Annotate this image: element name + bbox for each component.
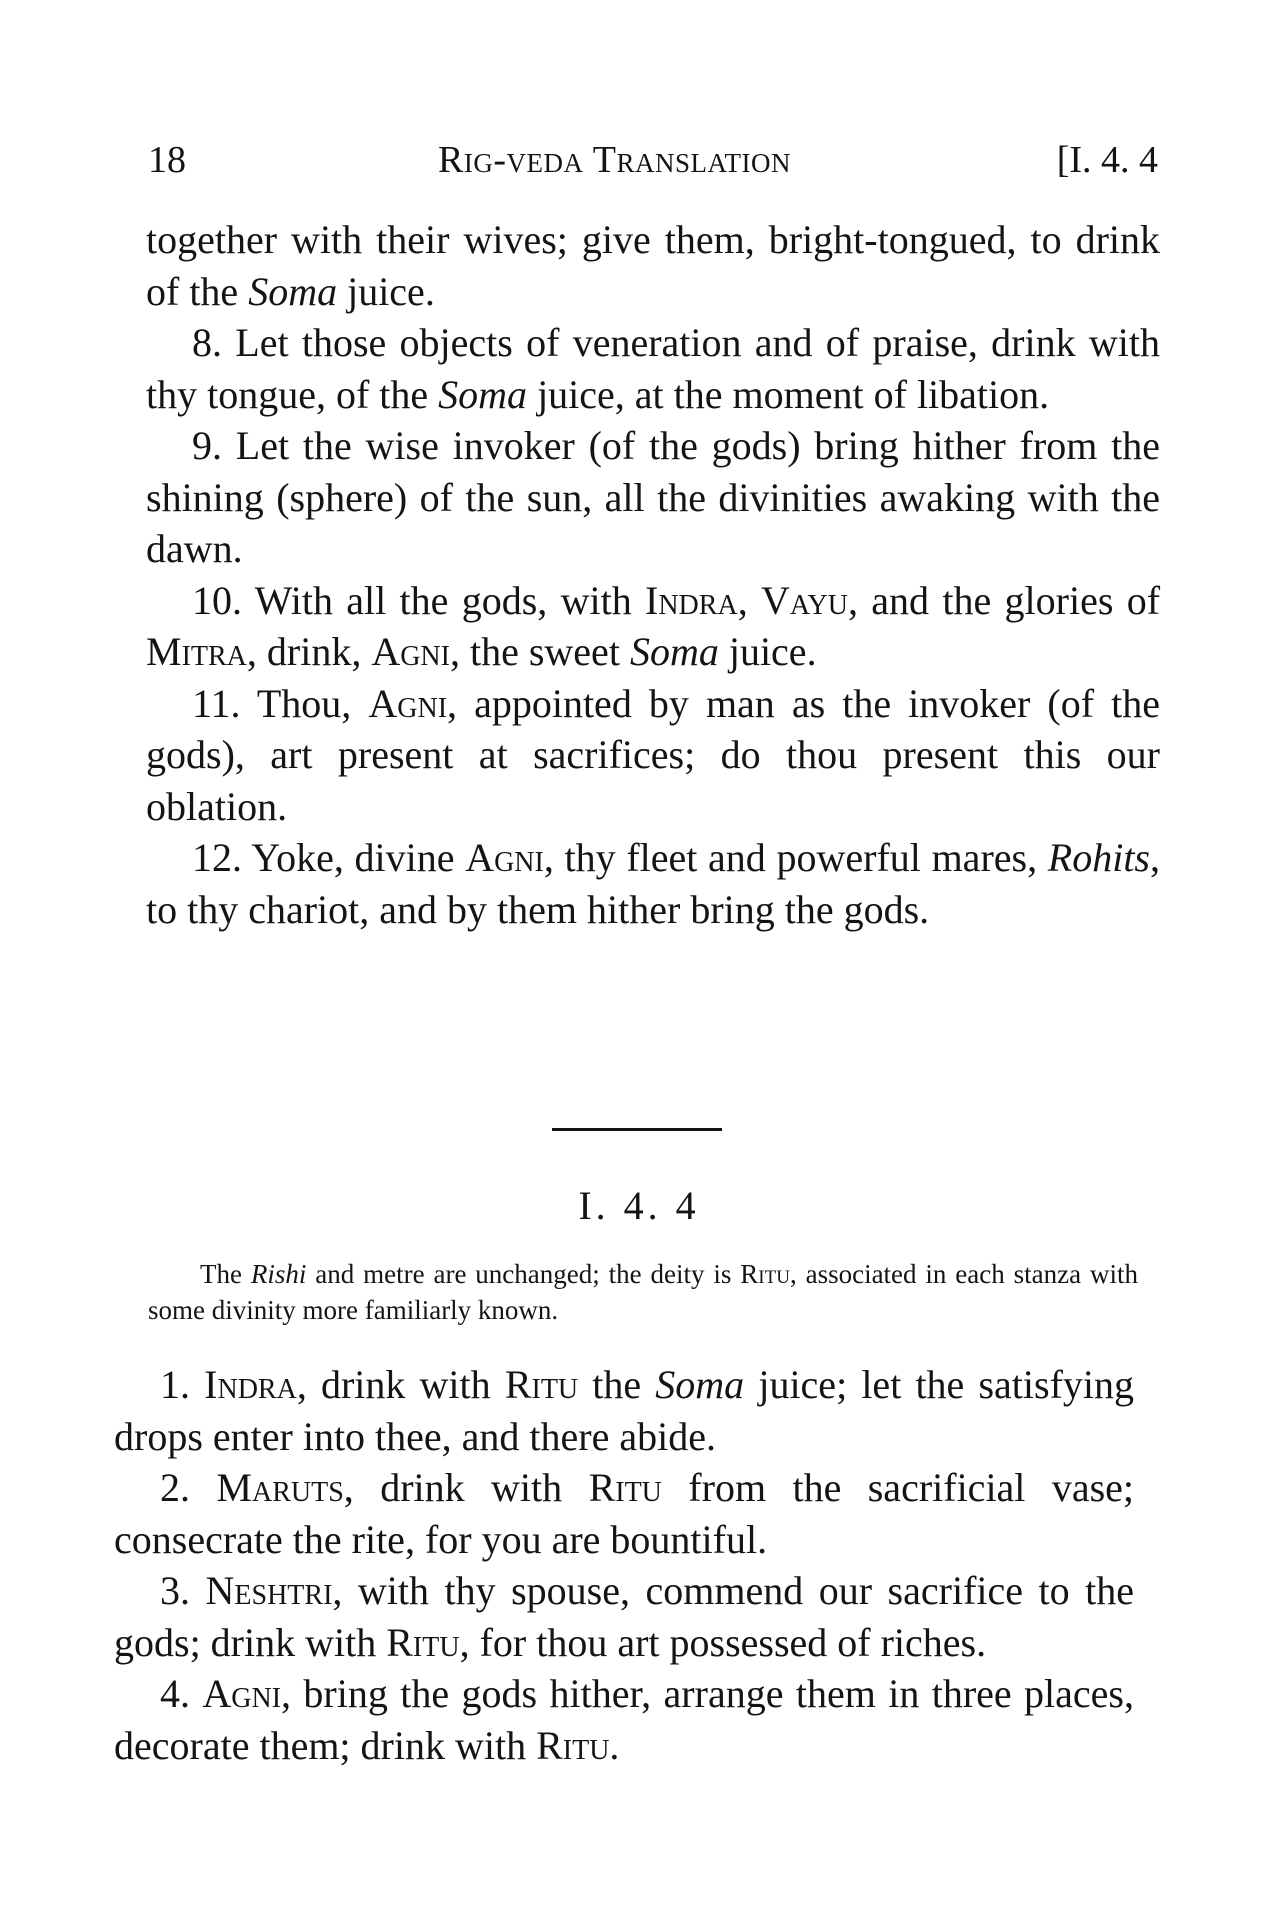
- verse-1: 1. Indra, drink with Ritu the Soma juice; let the satisfying drops enter into thee, and there abide.: [114, 1362, 1135, 1459]
- verse-11: 11. Thou, Agni, appointed by man as the invoker (of the gods), art present at sacrifices; do thou present this our oblation.: [146, 680, 1160, 829]
- verse-3: 3. Neshtri, with thy spouse, commend our sacrifice to the gods; drink with Ritu, for thou art possessed of riches.: [114, 1568, 1134, 1665]
- verse-9: 9. Let the wise invoker (of the gods) bring hither from the shining (sphere) of the sun, all the divinities awaking with the dawn.: [146, 423, 1160, 571]
- running-header: [148, 138, 1158, 188]
- new-hymn-text: [114, 1359, 1134, 1771]
- note-paragraph: The Rishi and metre are unchanged; the deity is Ritu, associated in each stanza with some divinity more familiarly known.: [148, 1259, 1138, 1325]
- running-title: Rig-veda Translation: [438, 139, 792, 181]
- section-reference: [I. 4. 4: [1056, 139, 1158, 181]
- verse-12: 12. Yoke, divine Agni, thy fleet and powerful mares, Rohits, to thy chariot, and by them hither bring the gods.: [146, 835, 1160, 932]
- verse-8: 8. Let those objects of veneration and of praise, drink with thy tongue, of the Soma juice, at the moment of libation.: [146, 320, 1160, 417]
- verse-2: 2. Maruts, drink with Ritu from the sacrificial vase; consecrate the rite, for you are bountiful.: [114, 1465, 1135, 1562]
- continuation-paragraph: together with their wives; give them, bright-tongued, to drink of the Soma juice.: [146, 217, 1160, 314]
- hymn-heading: I. 4. 4: [578, 1183, 700, 1228]
- hymn-introduction-note: [148, 1256, 1138, 1328]
- verse-10: 10. With all the gods, with Indra, Vayu, and the glories of Mitra, drink, Agni, the sweet Soma juice.: [146, 577, 1161, 674]
- section-divider: [552, 1128, 722, 1131]
- page-number: 18: [148, 139, 186, 181]
- previous-hymn-text: [146, 214, 1160, 935]
- verse-4: 4. Agni, bring the gods hither, arrange them in three places, decorate them; drink with Ritu.: [114, 1671, 1134, 1768]
